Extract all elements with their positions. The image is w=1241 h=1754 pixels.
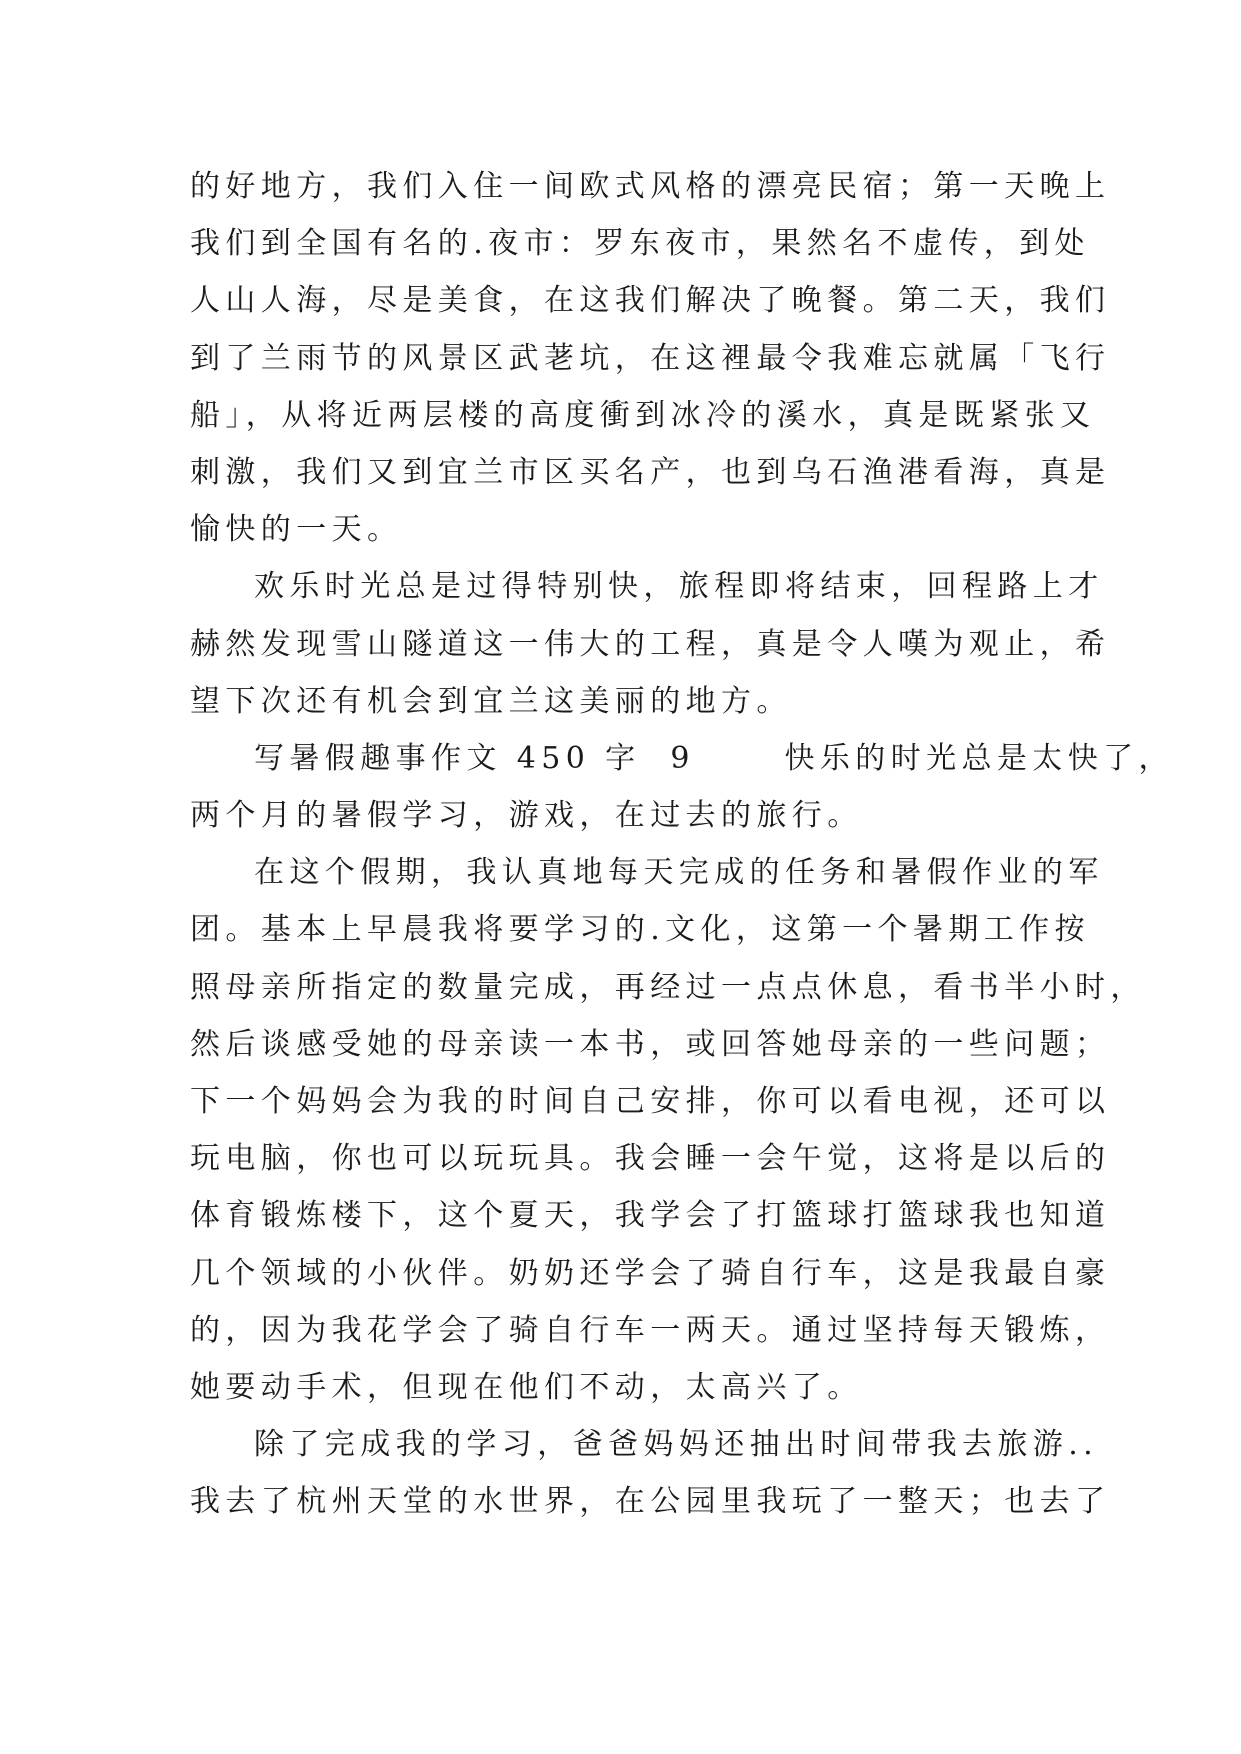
text-line: 愉快的一天。 [190,512,403,548]
body-text [190,158,1174,1531]
text-line: 到了兰雨节的风景区武荖坑，在这裡最令我难忘就属「飞行 [190,340,1111,376]
text-line: 的好地方，我们入住一间欧式风格的漂亮民宿；第一天晚上 [190,169,1111,204]
text-line: 体育锻炼楼下，这个夏天，我学会了打篮球打篮球我也知道 [190,1198,1111,1234]
text-line: 几个领域的小伙伴。奶奶还学会了骑自行车，这是我最自豪 [190,1255,1111,1291]
section-heading-line: 写暑假趣事作文 450 字 9 快乐的时光总是太快了， [254,740,1174,776]
text-line: 然后谈感受她的母亲读一本书，或回答她母亲的一些问题； [190,1026,1111,1062]
text-line: 赫然发现雪山隧道这一伟大的工程，真是令人嘆为观止，希 [190,626,1111,662]
text-line: 两个月的暑假学习，游戏，在过去的旅行。 [190,798,863,834]
text-line: 船」，从将近两层楼的高度衝到冰冷的溪水，真是既紧张又 [190,397,1096,433]
text-line: 团。基本上早晨我将要学习的.文化，这第一个暑期工作按 [190,912,1090,948]
text-line: 欢乐时光总是过得特别快，旅程即将结束，回程路上才 [254,569,1104,605]
text-line: 刺激，我们又到宜兰市区买名产，也到乌石渔港看海，真是 [190,454,1111,490]
text-line: 望下次还有机会到宜兰这美丽的地方。 [190,683,792,719]
text-line: 在这个假期，我认真地每天完成的任务和暑假作业的军 [254,855,1104,891]
text-line: 除了完成我的学习，爸爸妈妈还抽出时间带我去旅游.. [254,1427,1099,1463]
text-line: 玩电脑，你也可以玩玩具。我会睡一会午觉，这将是以后的 [190,1141,1111,1177]
text-line: 照母亲所指定的数量完成，再经过一点点休息，看书半小时， [190,969,1146,1005]
text-line: 下一个妈妈会为我的时间自己安排，你可以看电视，还可以 [190,1084,1111,1119]
text-line: 的，因为我花学会了骑自行车一两天。通过坚持每天锻炼， [190,1312,1111,1348]
text-line: 她要动手术，但现在他们不动，太高兴了。 [190,1369,863,1405]
text-line: 人山人海，尽是美食，在这我们解决了晚餐。第二天，我们 [190,283,1111,319]
text-line: 我去了杭州天堂的水世界，在公园里我玩了一整天；也去了 [190,1484,1111,1520]
text-line: 我们到全国有名的.夜市：罗东夜市，果然名不虚传，到处 [190,226,1090,262]
